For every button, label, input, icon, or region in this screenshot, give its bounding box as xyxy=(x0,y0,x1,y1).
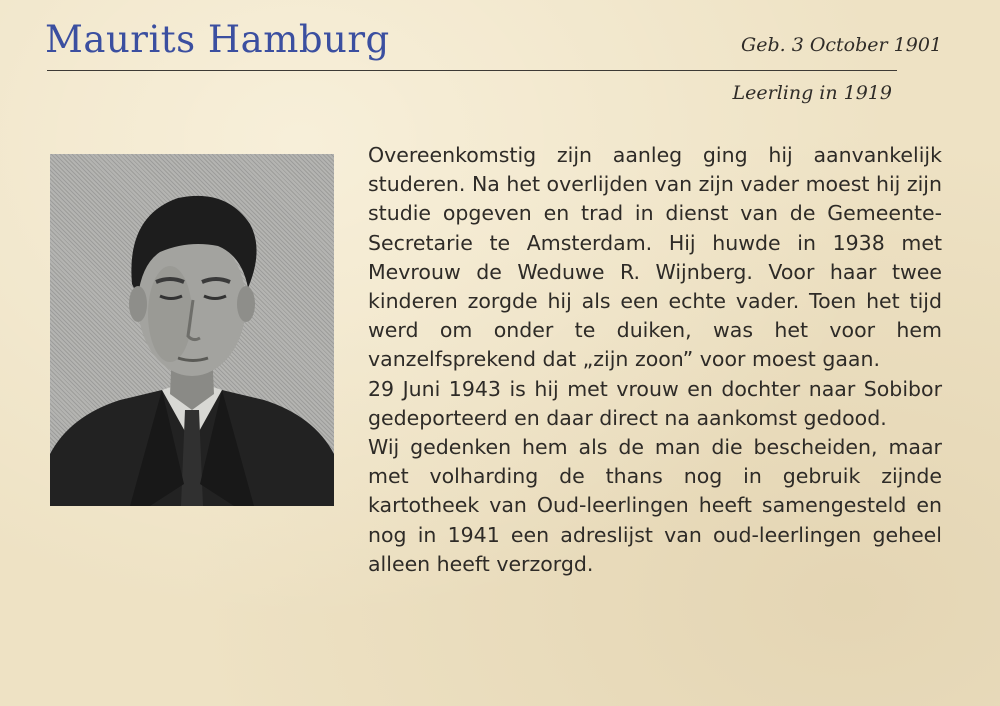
biography-paragraph-3: Wij gedenken hem als de man die bescheiden, maar met volharding de thans nog in gebruik zijnde kartotheek van Oud-leerlingen heeft samengesteld en nog in 1941 een adreslijst van oud-leerlingen geheel alleen heeft verzorgd. xyxy=(368,435,942,576)
person-name-heading: Maurits Hamburg xyxy=(45,18,390,61)
header-divider xyxy=(47,70,897,71)
biography-paragraph-2: 29 Juni 1943 is hij met vrouw en dochter naar Sobibor gedeporteerd en daar direct na aankomst gedood. xyxy=(368,376,942,430)
pupil-year: Leerling in 1919 xyxy=(732,82,892,104)
biography-text xyxy=(368,141,942,579)
biography-paragraph-1: Overeenkomstig zijn aanleg ging hij aanvankelijk studeren. Na het overlijden van zijn vader moest hij zijn studie opgeven en trad in dienst van de Gemeente-Secretarie te Amsterdam. Hij huwde in 1938 met Mevrouw de Weduwe R. Wijnberg. Voor haar twee kinderen zorgde hij als een echte vader. Toen het tijd werd om onder te duiken, was het voor hem vanzelfsprekend dat „zijn zoon” voor moest gaan. xyxy=(368,143,942,372)
portrait-photo xyxy=(50,154,334,506)
portrait-illustration xyxy=(50,154,334,506)
birth-date: Geb. 3 October 1901 xyxy=(741,34,942,56)
